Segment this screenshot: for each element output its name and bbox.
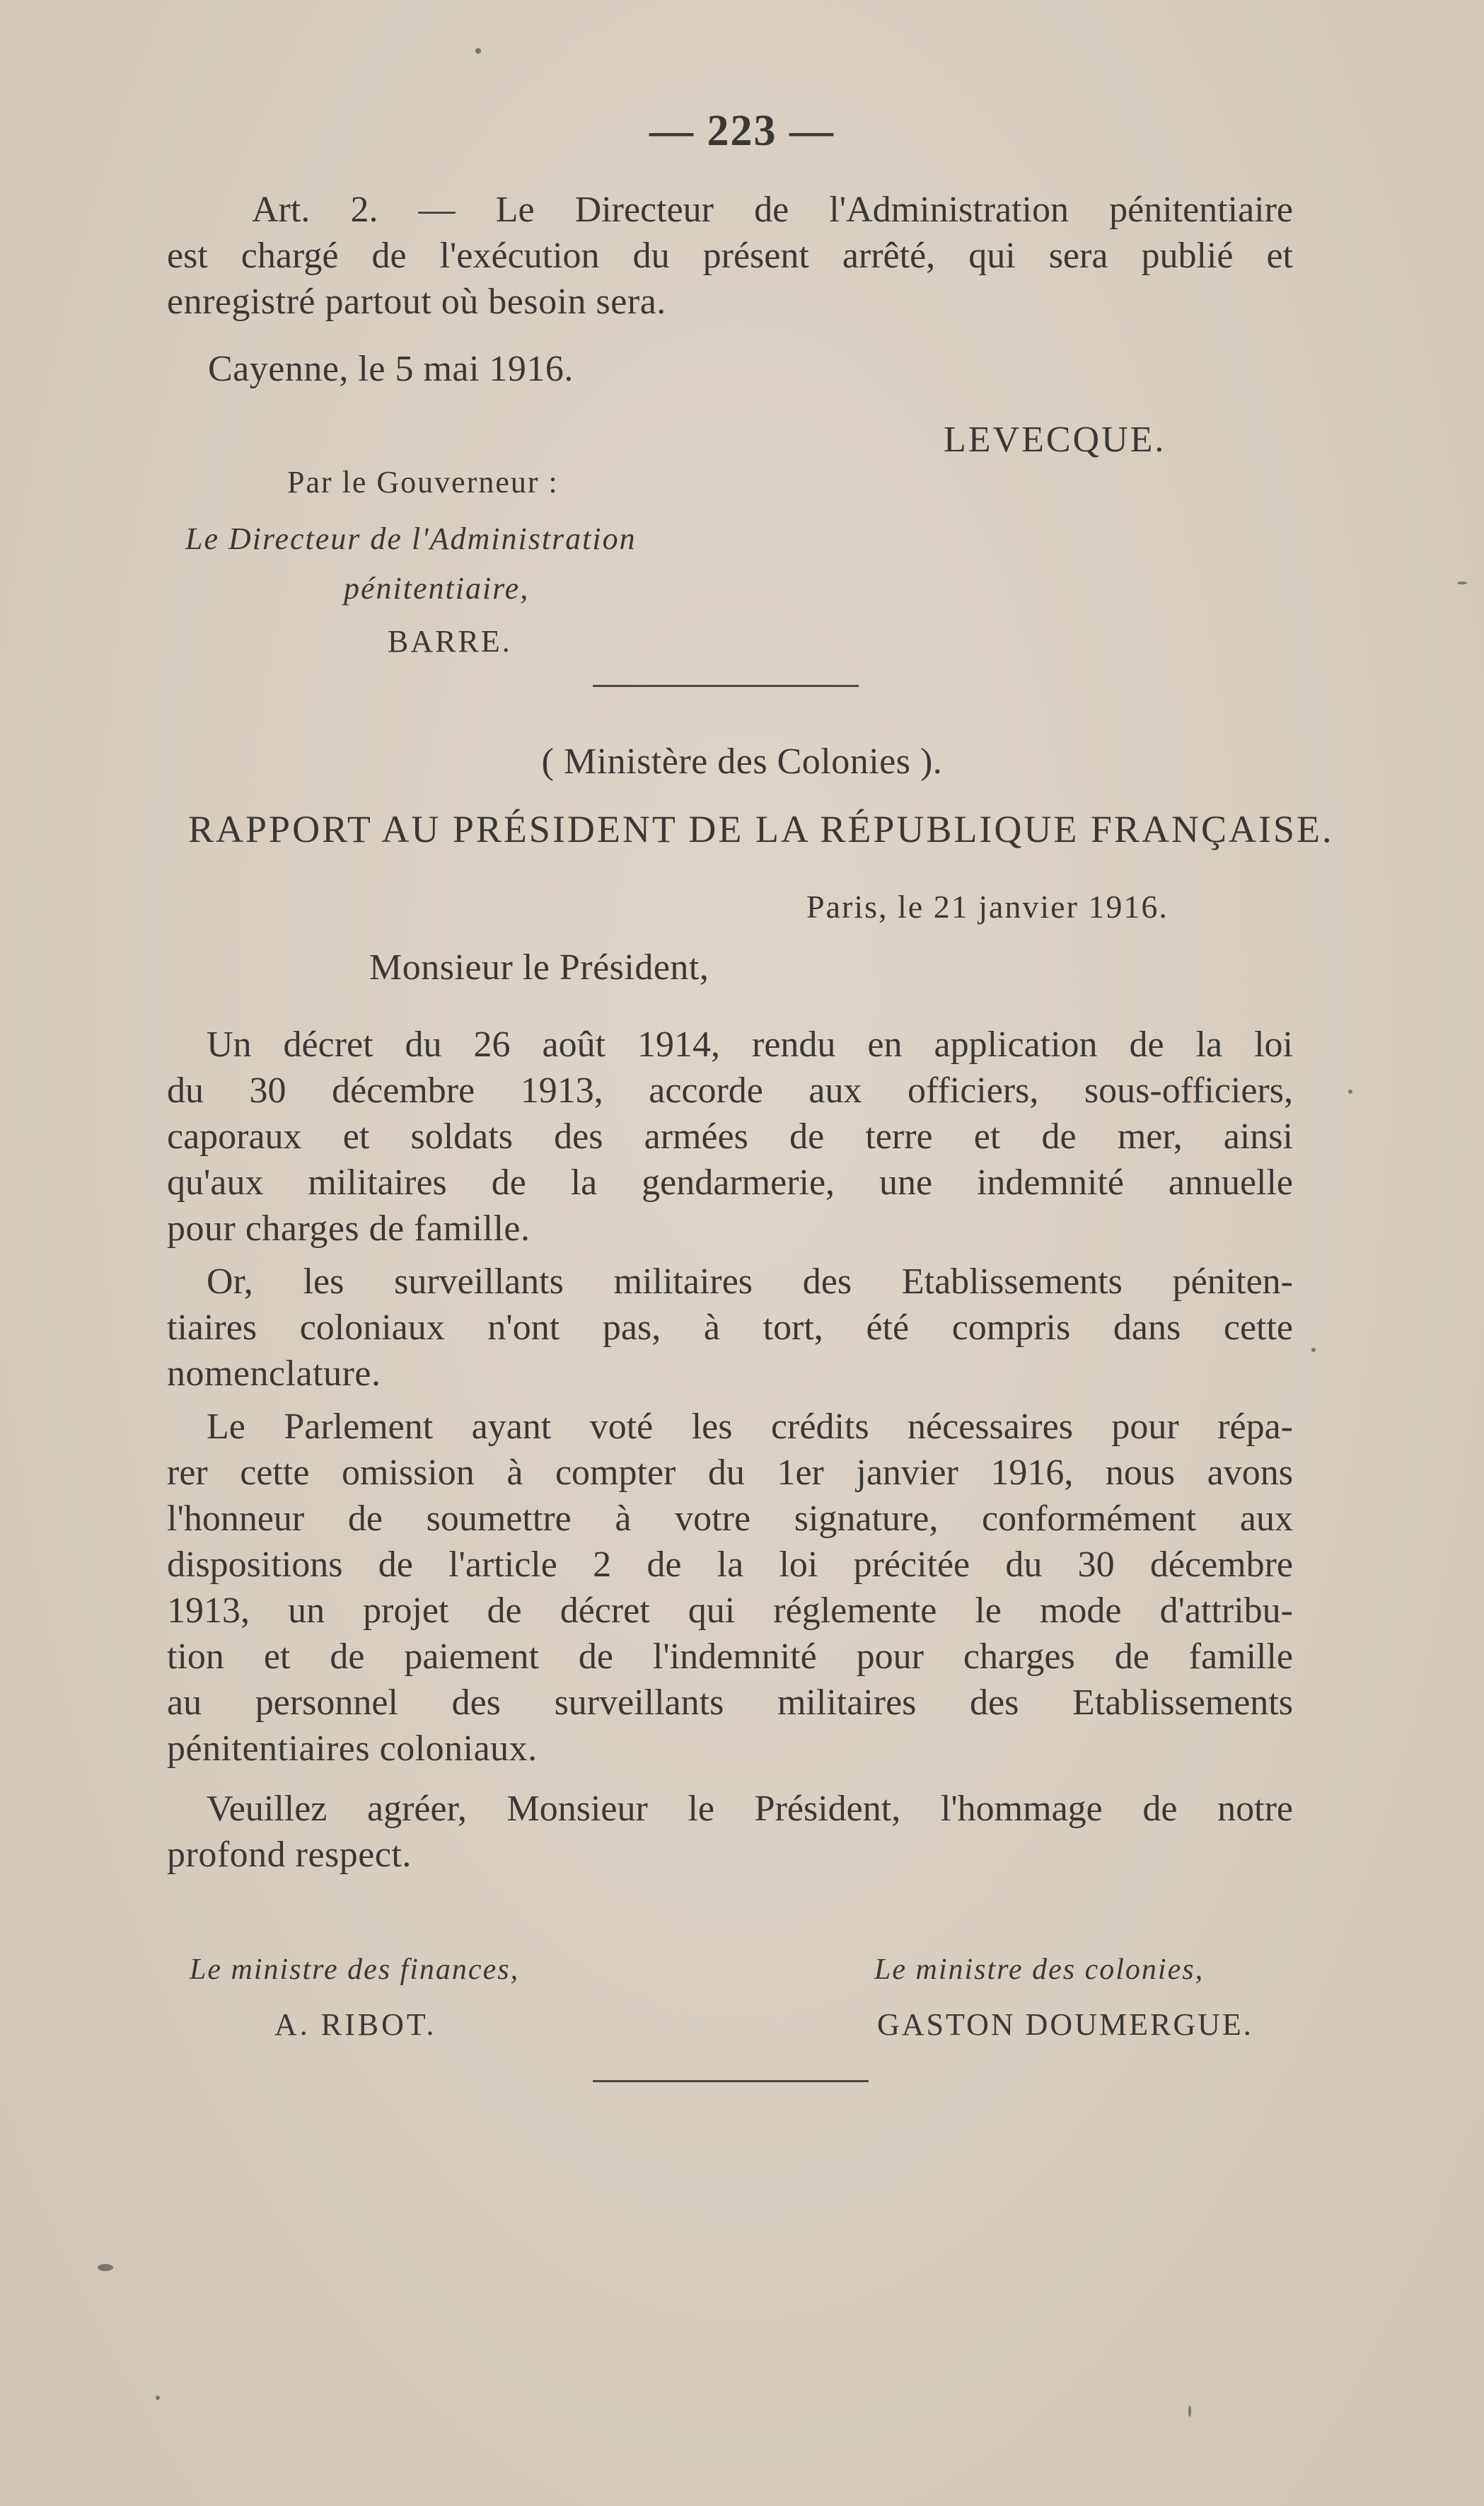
paper-speck [475,48,481,54]
paragraph-3-line-1: Le Parlement ayant voté les crédits nécessaires pour répa- [207,1407,1293,1447]
paragraph-1-line-4: qu'aux militaires de la gendarmerie, une indemnité annuelle [167,1162,1293,1203]
director-title-line-1: Le Directeur de l'Administration [185,521,637,556]
paragraph-1-line-3: caporaux et soldats des armées de terre et de mer, ainsi [167,1116,1293,1157]
director-name: BARRE. [388,624,512,659]
closing-divider [593,2080,869,2082]
paragraph-3-line-2: rer cette omission à compter du 1er janvier 1916, nous avons [167,1453,1293,1493]
rapport-title: RAPPORT AU PRÉSIDENT DE LA RÉPUBLIQUE FRANÇAISE. [188,808,1334,850]
director-title-line-2: pénitentiaire, [344,571,530,606]
paragraph-2-line-1: Or, les surveillants militaires des Etablissements péniten- [207,1261,1293,1302]
finance-minister-name: A. RIBOT. [274,2007,437,2042]
colonies-minister-title: Le ministre des colonies, [874,1953,1205,1986]
ministry-heading: ( Ministère des Colonies ). [541,741,943,782]
paragraph-2-line-3: nomenclature. [167,1353,381,1394]
paragraph-4-line-2: profond respect. [167,1835,412,1875]
salutation: Monsieur le Président, [369,947,709,988]
governor-signature: LEVECQUE. [944,420,1166,460]
paragraph-4-line-1: Veuillez agréer, Monsieur le Président, l'hommage de notre [207,1789,1293,1829]
paragraph-1-line-1: Un décret du 26 août 1914, rendu en application de la loi [207,1024,1293,1065]
paragraph-3-line-5: 1913, un projet de décret qui réglemente le mode d'attribu- [167,1590,1293,1631]
paragraph-3-line-4: dispositions de l'article 2 de la loi précitée du 30 décembre [167,1544,1293,1585]
paragraph-1-line-5: pour charges de famille. [167,1208,531,1249]
rapport-place-date: Paris, le 21 janvier 1916. [806,889,1169,925]
paragraph-2-line-2: tiaires coloniaux n'ont pas, à tort, été compris dans cette [167,1307,1293,1348]
paragraph-1-line-2: du 30 décembre 1913, accorde aux officiers, sous-officiers, [167,1070,1293,1111]
colonies-minister-name: GASTON DOUMERGUE. [877,2007,1253,2042]
paragraph-3-line-3: l'honneur de soumettre à votre signature, conformément aux [167,1499,1293,1539]
paragraph-3-line-8: pénitentiaires coloniaux. [167,1728,538,1769]
paragraph-3-line-7: au personnel des surveillants militaires des Etablissements [167,1682,1293,1723]
paper-speck [1457,582,1467,584]
paper-speck [98,2264,113,2271]
arrete-place-date: Cayenne, le 5 mai 1916. [208,349,574,389]
section-divider [593,685,859,687]
article-line-2: est chargé de l'exécution du présent arrêté, qui sera publié et [167,236,1293,276]
paragraph-3-line-6: tion et de paiement de l'indemnité pour charges de famille [167,1636,1293,1677]
paper-speck [1311,1348,1316,1352]
article-line-1: Art. 2. — Le Directeur de l'Administration pénitentiaire [252,190,1293,230]
article-line-3: enregistré partout où besoin sera. [167,282,666,322]
finance-minister-title: Le ministre des finances, [190,1953,520,1986]
paper-speck [1348,1090,1352,1094]
paper-speck [156,2396,160,2400]
page-number: — 223 — [649,107,835,155]
by-governor-label: Par le Gouverneur : [287,465,559,500]
paper-speck [1188,2406,1191,2417]
